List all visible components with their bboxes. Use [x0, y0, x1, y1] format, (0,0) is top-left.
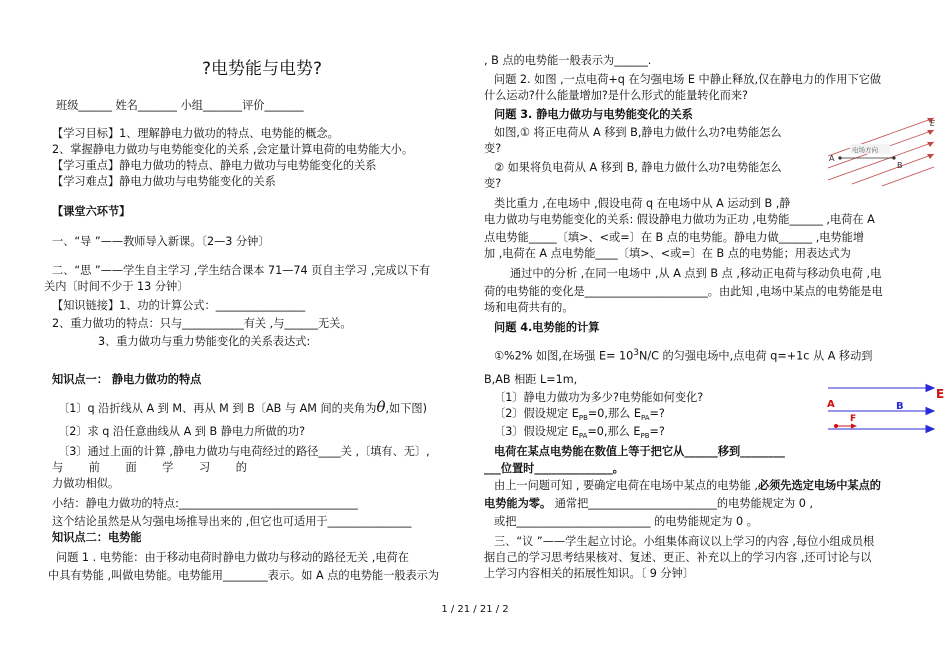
- learning-goal-2: 2、掌握静电力做功与电势能变化的关系 ,会定量计算电荷的电势能大小。: [52, 143, 414, 156]
- section-dao: 一、“导 ”——教师导入新课。〔2—3 分钟〕: [52, 235, 270, 248]
- question-1-3: 〔3〕通过上面的计算 ,静电力做功与电荷经过的路径____关 ,〔填有、无〕,: [58, 445, 430, 458]
- fig1-label-b: B: [897, 161, 903, 170]
- summary: 小结：静电力做功的特点:________________________________: [52, 497, 358, 510]
- problem-4: 问题 4.电势能的计算: [494, 321, 600, 334]
- problem-4-c: 〔1〕静电力做功为多少?电势能如何变化?: [494, 391, 704, 404]
- question-1-3-b: 与 前 面 学 习 的: [52, 461, 247, 474]
- conclusion-2: ___位置时______________。: [484, 462, 624, 475]
- field-diagram-1: [822, 112, 940, 188]
- problem-2: 问题 2. 如图 ,一点电荷+q 在匀强电场 E 中静止释放,仅在静电力的作用下它做: [494, 73, 882, 86]
- knowledge-link-1: 【知识链接】1、功的计算公式：________________: [52, 299, 306, 312]
- analogy-4: 加 ,电荷在 A 点电势能____〔填>、<或=〕在 B 点的电势能；用表达式为: [484, 247, 851, 260]
- conclusion-4: [484, 496, 813, 511]
- analogy-3: 点电势能_____〔填>、<或=〕在 B 点的电势能。静电力做______ ,电势能增: [484, 231, 865, 244]
- analogy-5: 通过中的分析 ,在同一电场中 ,从 A 点到 B 点 ,移动正电荷与移动负电荷 ,电: [510, 267, 882, 280]
- learning-key: 【学习重点】静电力做功的特点、静电力做功与电势能变化的关系: [52, 159, 377, 172]
- six-links-heading: 【课堂六环节】: [52, 205, 131, 218]
- problem-3-a-2: 变?: [484, 142, 502, 155]
- section-si-2: 关内〔时间不少于 13 分钟〕: [44, 280, 189, 293]
- fig1-label-e: E: [930, 119, 936, 128]
- learning-goal: 【学习目标】1、理解静电力做功的特点、电势能的概念。: [52, 127, 339, 140]
- p4d-end: =?: [649, 407, 665, 420]
- problem-4-a-pre: ①%2% 如图,在场强 E= 10: [494, 349, 634, 363]
- problem-3: 问题 3. 静电力做功与电势能变化的关系: [494, 108, 693, 121]
- problem-1: 问题 1 . 电势能：由于移动电荷时静电力做功与移动的路径无关 ,电荷在: [56, 551, 409, 564]
- conclusion-5: 或把________________________ 的电势能规定为 0 。: [494, 515, 758, 528]
- problem-3-b: ② 如果将负电荷从 A 移到 B, 静电力做什么功?电势能怎么: [494, 161, 782, 174]
- problem-4-e: [494, 424, 665, 444]
- problem-3-a: 如图,① 将正电荷从 A 移到 B,静电力做什么功?电势能怎么: [494, 126, 782, 139]
- fig2-label-f: F: [850, 414, 857, 424]
- question-1-1-end: ,如下图): [385, 402, 427, 415]
- analogy-1: 类比重力 ,在电场中 ,假设电荷 q 在电场中从 A 运动到 B ,静: [494, 197, 791, 210]
- p4e-end: =?: [649, 425, 665, 438]
- problem-3-b-2: 变?: [484, 177, 502, 190]
- fig2-label-b: B: [896, 401, 904, 412]
- class-info-line: 班级______ 姓名_______ 小组_______评价_______: [56, 99, 304, 112]
- question-1-1-text: 〔1〕q 沿折线从 A 到 M、再从 M 到 B〔AB 与 AM 间的夹角为: [58, 402, 377, 415]
- analogy-2: 电力做功与电势能变化的关系: 假设静电力做功为正功 ,电势能______ ,电荷在 A: [484, 213, 875, 226]
- conclusion-4-text: 通常把_______________________的电势能规定为 0 ,: [551, 497, 814, 510]
- p4d-text: 〔2〕假设规定 E: [494, 407, 579, 420]
- analogy-6: 荷的电势能的变化是______________________。由此知 ,电场中某点的电势能是电: [484, 285, 883, 298]
- summary-2: 这个结论虽然是从匀强电场推导出来的 ,但它也可适用于_______________: [52, 515, 412, 528]
- fig2-label-e: E: [936, 387, 945, 401]
- p4e-sub2: PB: [640, 432, 650, 441]
- knowledge-point-1: 知识点一： 静电力做功的特点: [52, 373, 202, 386]
- page-title: ?电势能与电势?: [202, 59, 323, 79]
- p4d-sub1: PB: [578, 414, 588, 423]
- section-yi-3: 上学习内容相关的拓展性知识。〔 9 分钟〕: [484, 567, 695, 580]
- p4d-sub2: PA: [640, 414, 650, 423]
- p4e-text: 〔3〕假设规定 E: [494, 425, 579, 438]
- conclusion-3-text: 由上一问题可知 , 要确定电荷在电场中某点的电势能 ,: [494, 479, 758, 492]
- learning-difficulty: 【学习难点】静电力做功与电势能变化的关系: [52, 175, 276, 188]
- question-1-2: 〔2〕求 q 沿任意曲线从 A 到 B 静电力所做的功?: [58, 425, 306, 438]
- conclusion-3: [494, 478, 881, 493]
- section-yi-2: 据自己的学习思考结果核对、复述、更正、补充以上的学习内容 ,还可讨论与以: [484, 551, 872, 564]
- fig1-label-a: A: [829, 154, 835, 163]
- question-1-3-c: 力做功相似。: [52, 477, 120, 490]
- knowledge-link-3: 3、重力做功与重力势能变化的关系表达式:: [98, 335, 311, 348]
- knowledge-link-2: 2、重力做功的特点：只与___________有关 ,与______无关。: [52, 317, 352, 330]
- page-footer: 1 / 21 / 21 / 2: [441, 604, 509, 615]
- conclusion-4-bold: 电势能为零。: [484, 497, 552, 510]
- conclusion-3-bold: 必须先选定电场中某点的: [757, 479, 881, 492]
- problem-1-b: 中具有势能 ,叫做电势能。电势能用________表示。如 A 点的电势能一般表示为: [48, 569, 440, 582]
- problem-4-a: [494, 346, 872, 364]
- problem-2-b: 什么运动?什么能量增加?是什么形式的能量转化而来?: [484, 89, 748, 102]
- section-si: 二、“思 ”——学生自主学习 ,学生结合课本 71—74 页自主学习 ,完成以下有: [52, 264, 431, 277]
- p4d-mid: =0,那么 E: [587, 407, 641, 420]
- analogy-7: 场和电荷共有的。: [484, 301, 574, 314]
- conclusion-1: 电荷在某点电势能在数值上等于把它从______移到________: [494, 445, 785, 458]
- problem-4-b: B,AB 相距 L=1m,: [484, 373, 578, 386]
- problem-4-a-post: N/C 的匀强电场中,点电荷 q=+1c 从 A 移动到: [638, 349, 873, 363]
- fig1-caption: 电场方向: [852, 146, 878, 154]
- right-line-0: , B 点的电势能一般表示为______.: [484, 54, 652, 67]
- fig2-label-a: A: [827, 399, 835, 410]
- question-1-1: [58, 400, 427, 416]
- knowledge-point-2: 知识点二：电势能: [52, 531, 142, 544]
- p4e-mid: =0,那么 E: [587, 425, 641, 438]
- exponent: 3: [633, 348, 639, 358]
- section-yi: 三、“议 ”——学生起立讨论。小组集体商议以上学习的内容 ,每位小组成员根: [494, 535, 875, 548]
- field-diagram-2: [824, 382, 948, 446]
- theta-symbol: θ: [376, 398, 386, 416]
- p4e-sub1: PA: [578, 432, 588, 441]
